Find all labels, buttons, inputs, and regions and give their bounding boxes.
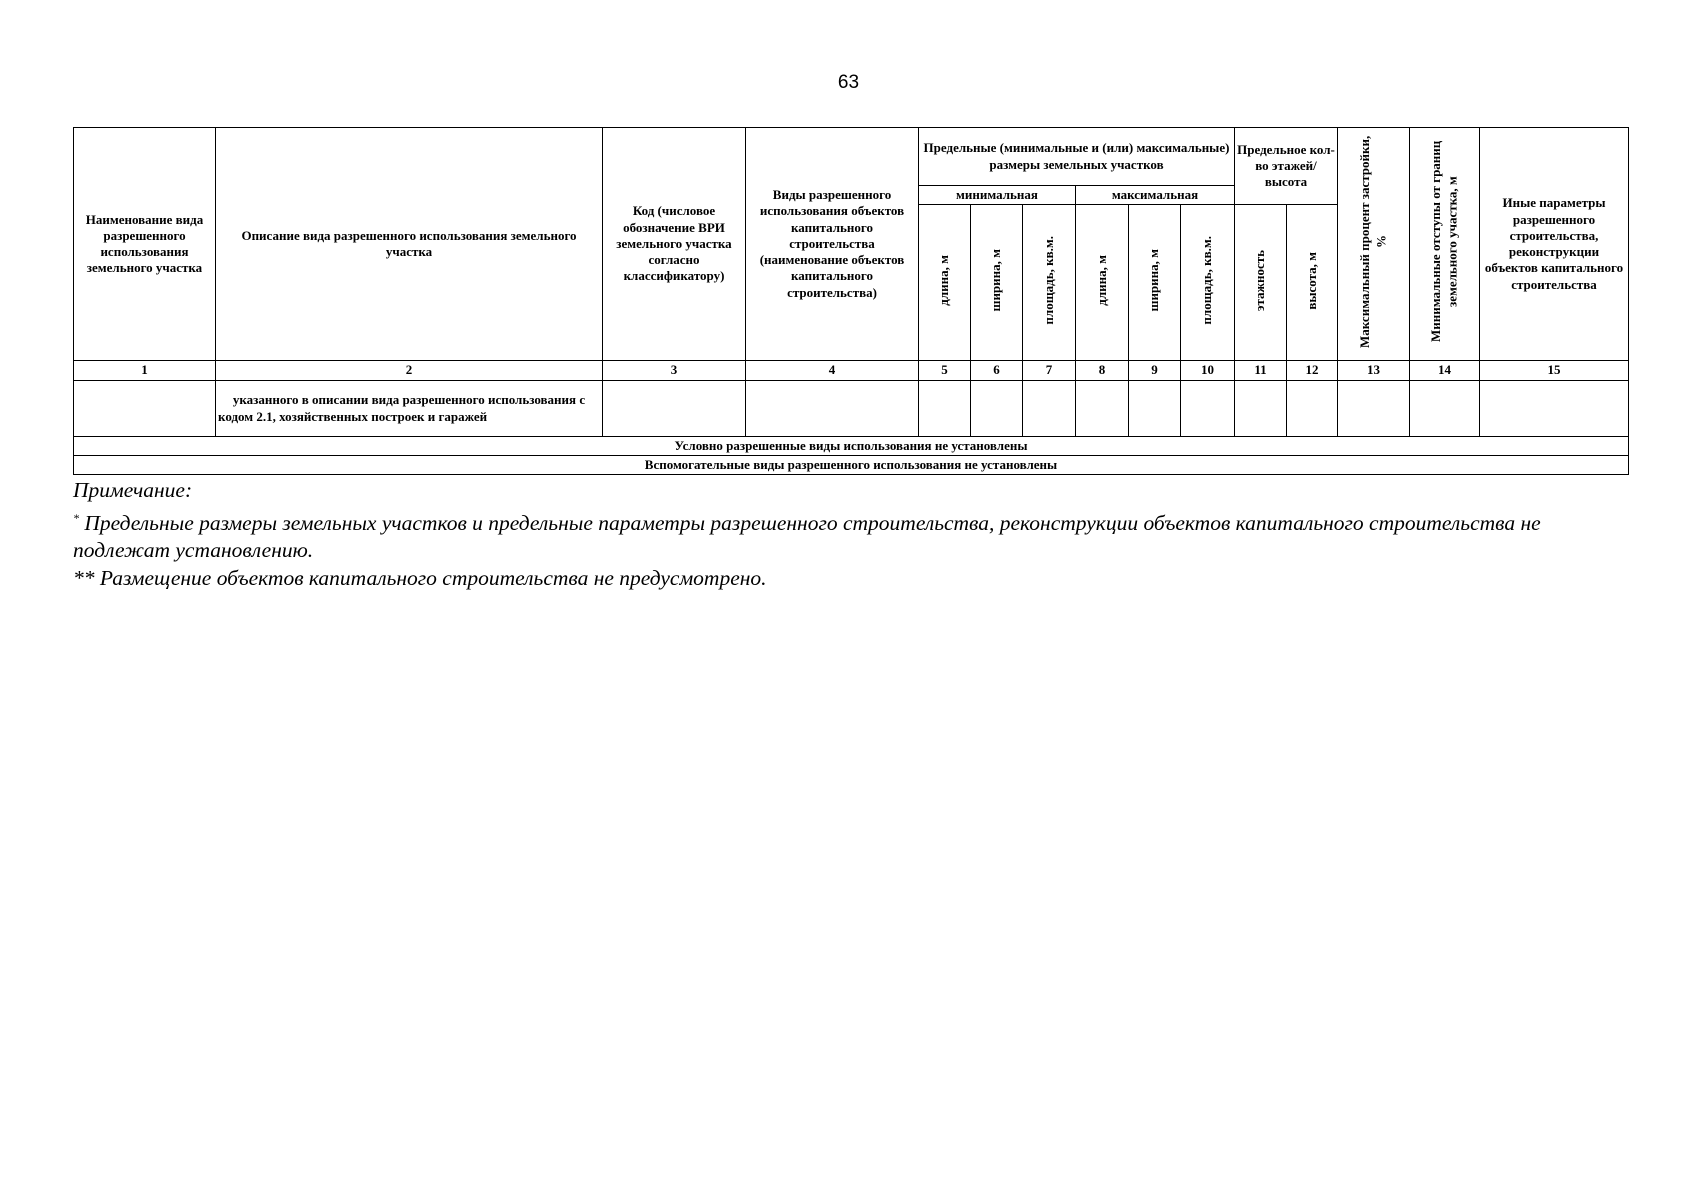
- column-number: 12: [1287, 361, 1338, 381]
- column-number: 2: [216, 361, 603, 381]
- table-cell: [603, 381, 746, 437]
- header-col-5-text: длина, м: [936, 255, 952, 306]
- table-row: [74, 381, 1629, 437]
- header-col-7: [1023, 205, 1076, 361]
- table-cell: [74, 381, 216, 437]
- table-cell: [1076, 381, 1129, 437]
- note-1-text: Предельные размеры земельных участков и предельные параметры разрешенного строительства, реконструкции объектов капитального строительства не подлежат установлению.: [73, 510, 1541, 562]
- column-number: 1: [74, 361, 216, 381]
- header-col-14-text: Минимальные отступы от границ земельного участка, м: [1428, 141, 1460, 343]
- table-cell: [919, 381, 971, 437]
- table-cell: [1181, 381, 1235, 437]
- column-number: 13: [1338, 361, 1410, 381]
- table-cell: [1023, 381, 1076, 437]
- header-col-9-text: ширина, м: [1146, 249, 1162, 312]
- table-cell: [1480, 381, 1629, 437]
- note-2: ** Размещение объектов капитального строительства не предусмотрено.: [73, 565, 767, 590]
- column-number: 8: [1076, 361, 1129, 381]
- column-number: 7: [1023, 361, 1076, 381]
- header-col-12-text: высота, м: [1303, 251, 1319, 310]
- column-number: 5: [919, 361, 971, 381]
- header-col-3: Код (числовое обозначение ВРИ земельного участка согласно классификатору): [603, 128, 746, 361]
- header-max: максимальная: [1076, 186, 1235, 205]
- table-cell: [746, 381, 919, 437]
- header-min: минимальная: [919, 186, 1076, 205]
- auxiliary-uses-text: Вспомогательные виды разрешенного использования не установлены: [74, 456, 1629, 475]
- conditional-uses-text: Условно разрешенные виды использования не установлены: [74, 437, 1629, 456]
- header-col-13-text: Максимальный процент застройки, %: [1357, 135, 1389, 348]
- column-number: 6: [971, 361, 1023, 381]
- header-col-7-text: площадь, кв.м.: [1040, 236, 1056, 325]
- header-col-9: [1129, 205, 1181, 361]
- table-cell: [971, 381, 1023, 437]
- header-col-8: [1076, 205, 1129, 361]
- header-col-11-text: этажность: [1252, 249, 1268, 311]
- note-1-marker: *: [73, 510, 79, 525]
- notes-title: Примечание:: [73, 478, 193, 502]
- column-number: 15: [1480, 361, 1629, 381]
- header-col-15: Иные параметры разрешенного строительства, реконструкции объектов капитального строительства: [1480, 128, 1629, 361]
- header-col-14: [1410, 128, 1480, 361]
- header-col-6-text: ширина, м: [988, 249, 1004, 312]
- row-description: указанного в описании вида разрешенного использования с кодом 2.1, хозяйственных построек и гаражей: [216, 381, 603, 437]
- header-col-6: [971, 205, 1023, 361]
- auxiliary-uses-row: [74, 456, 1629, 475]
- note-1: [73, 505, 1633, 565]
- table-cell: [1235, 381, 1287, 437]
- table-cell: [1410, 381, 1480, 437]
- regulations-table: [73, 127, 1629, 475]
- column-number-row: [74, 361, 1629, 381]
- header-col-8-text: длина, м: [1093, 255, 1109, 306]
- column-number: 11: [1235, 361, 1287, 381]
- header-limit-sizes: Предельные (минимальные и (или) максимальные) размеры земельных участков: [919, 128, 1235, 186]
- table-cell: [1129, 381, 1181, 437]
- header-col-10-text: площадь, кв.м.: [1199, 236, 1215, 325]
- header-col-2: Описание вида разрешенного использования земельного участка: [216, 128, 603, 361]
- column-number: 4: [746, 361, 919, 381]
- column-number: 10: [1181, 361, 1235, 381]
- conditional-uses-row: [74, 437, 1629, 456]
- header-col-4: Виды разрешенного использования объектов капитального строительства (наименование объектов капитального строительства): [746, 128, 919, 361]
- header-row-1: [74, 128, 1629, 186]
- notes: [73, 477, 1633, 592]
- header-col-13: [1338, 128, 1410, 361]
- header-col-10: [1181, 205, 1235, 361]
- header-col-1: Наименование вида разрешенного использования земельного участка: [74, 128, 216, 361]
- header-col-12: [1287, 205, 1338, 361]
- table-cell: [1287, 381, 1338, 437]
- header-floors-group: Предельное кол-во этажей/ высота: [1235, 128, 1338, 205]
- column-number: 3: [603, 361, 746, 381]
- header-col-5: [919, 205, 971, 361]
- table-cell: [1338, 381, 1410, 437]
- column-number: 9: [1129, 361, 1181, 381]
- header-col-11: [1235, 205, 1287, 361]
- page-number: 63: [837, 72, 860, 93]
- column-number: 14: [1410, 361, 1480, 381]
